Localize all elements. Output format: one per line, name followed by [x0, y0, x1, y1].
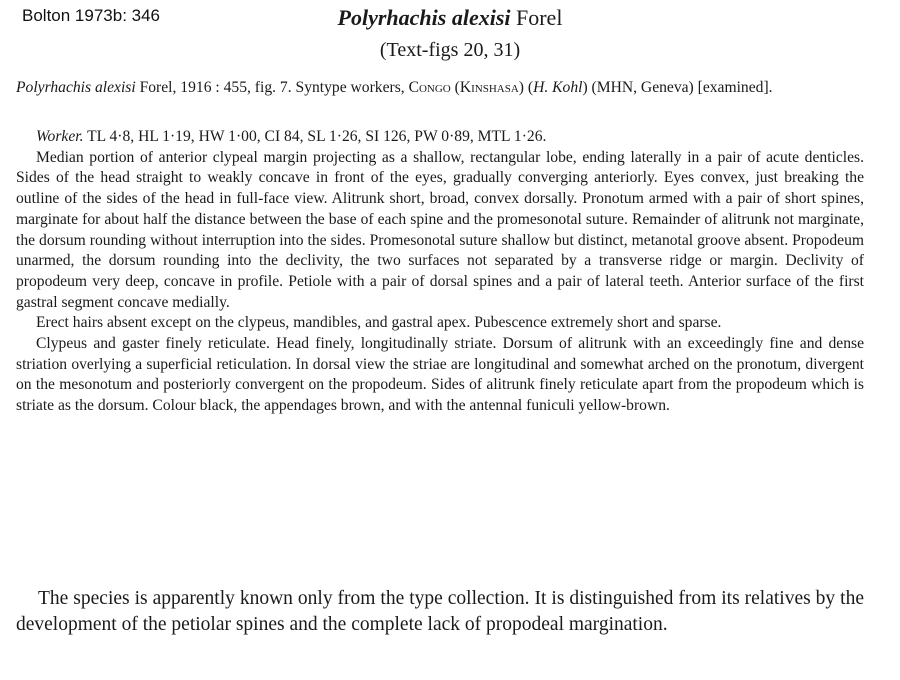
source-citation: Bolton 1973b: 346 — [22, 6, 161, 25]
worker-description — [16, 127, 864, 417]
worker-measurements: TL 4·8, HL 1·19, HW 1·00, CI 84, SL 1·26, SI 126, PW 0·89, MTL 1·26. — [83, 128, 547, 145]
synonymy-collector-open: ( — [523, 79, 534, 96]
morphology-paragraph: Median portion of anterior clypeal margin projecting as a shallow, rectangular lobe, ending laterally in a pair of acute denticles. Sides of the head straight to weakly concave in front of the eyes, gradually converging anteriorly. Eyes convex, just breaking the outline of the sides of the head in full-face view. Alitrunk short, broad, convex dorsally. Pronotum armed with a pair of short spines, marginate for about half the distance between the base of each spine and the promesonotal suture. Remainder of alitrunk not marginate, the dorsum rounding without interruption into the sides. Promesonotal suture shallow but distinct, metanotal groove absent. Propodeum unarmed, the dorsum rounding into the declivity, the two surfaces not separated by a transverse ridge or margin. Declivity of propodeum very deep, concave in profile. Petiole with a pair of dorsal spines and a pair of lateral teeth. Anterior surface of the first gastral segment concave medially. — [16, 148, 864, 311]
synonymy-reference: Forel, 1916 : 455, fig. 7. Syntype workers, — [135, 79, 409, 96]
remark-block — [16, 586, 864, 638]
species-name: Polyrhachis alexisi — [337, 5, 511, 30]
worker-label: Worker. — [36, 128, 84, 145]
species-author: Forel — [516, 5, 563, 30]
species-heading — [0, 5, 900, 31]
synonymy-repository: (MHN, Geneva) [examined]. — [587, 79, 773, 96]
synonymy-country: Congo (Kinshasa) — [408, 79, 524, 96]
synonymy-collector-close: ) — [582, 79, 588, 96]
synonymy-collector: H. Kohl — [533, 79, 583, 96]
pilosity-paragraph: Erect hairs absent except on the clypeus, mandibles, and gastral apex. Pubescence extremely short and sparse. — [36, 314, 722, 332]
remark-paragraph: The species is apparently known only from the type collection. It is distinguished from its relatives by the development of the petiolar spines and the complete lack of propodeal margination. — [16, 588, 864, 635]
worker-measurements-paragraph — [16, 127, 864, 148]
figure-reference: (Text-figs 20, 31) — [379, 39, 521, 61]
synonymy-name: Polyrhachis alexisi — [16, 79, 136, 96]
sculpture-paragraph: Clypeus and gaster finely reticulate. Head finely, longitudinally striate. Dorsum of alitrunk with an exceedingly fine and dense striation overlying a superficial reticulation. In dorsal view the striae are longitudinal and somewhat arched on the pronotum, divergent on the mesonotum and posteriorly convergent on the propodeum. Sides of alitrunk finely reticulate apart from the propodeum which is striate as the dorsum. Colour black, the appendages brown, and with the antennal funiculi yellow-brown. — [16, 335, 864, 415]
synonymy-entry — [16, 77, 864, 98]
